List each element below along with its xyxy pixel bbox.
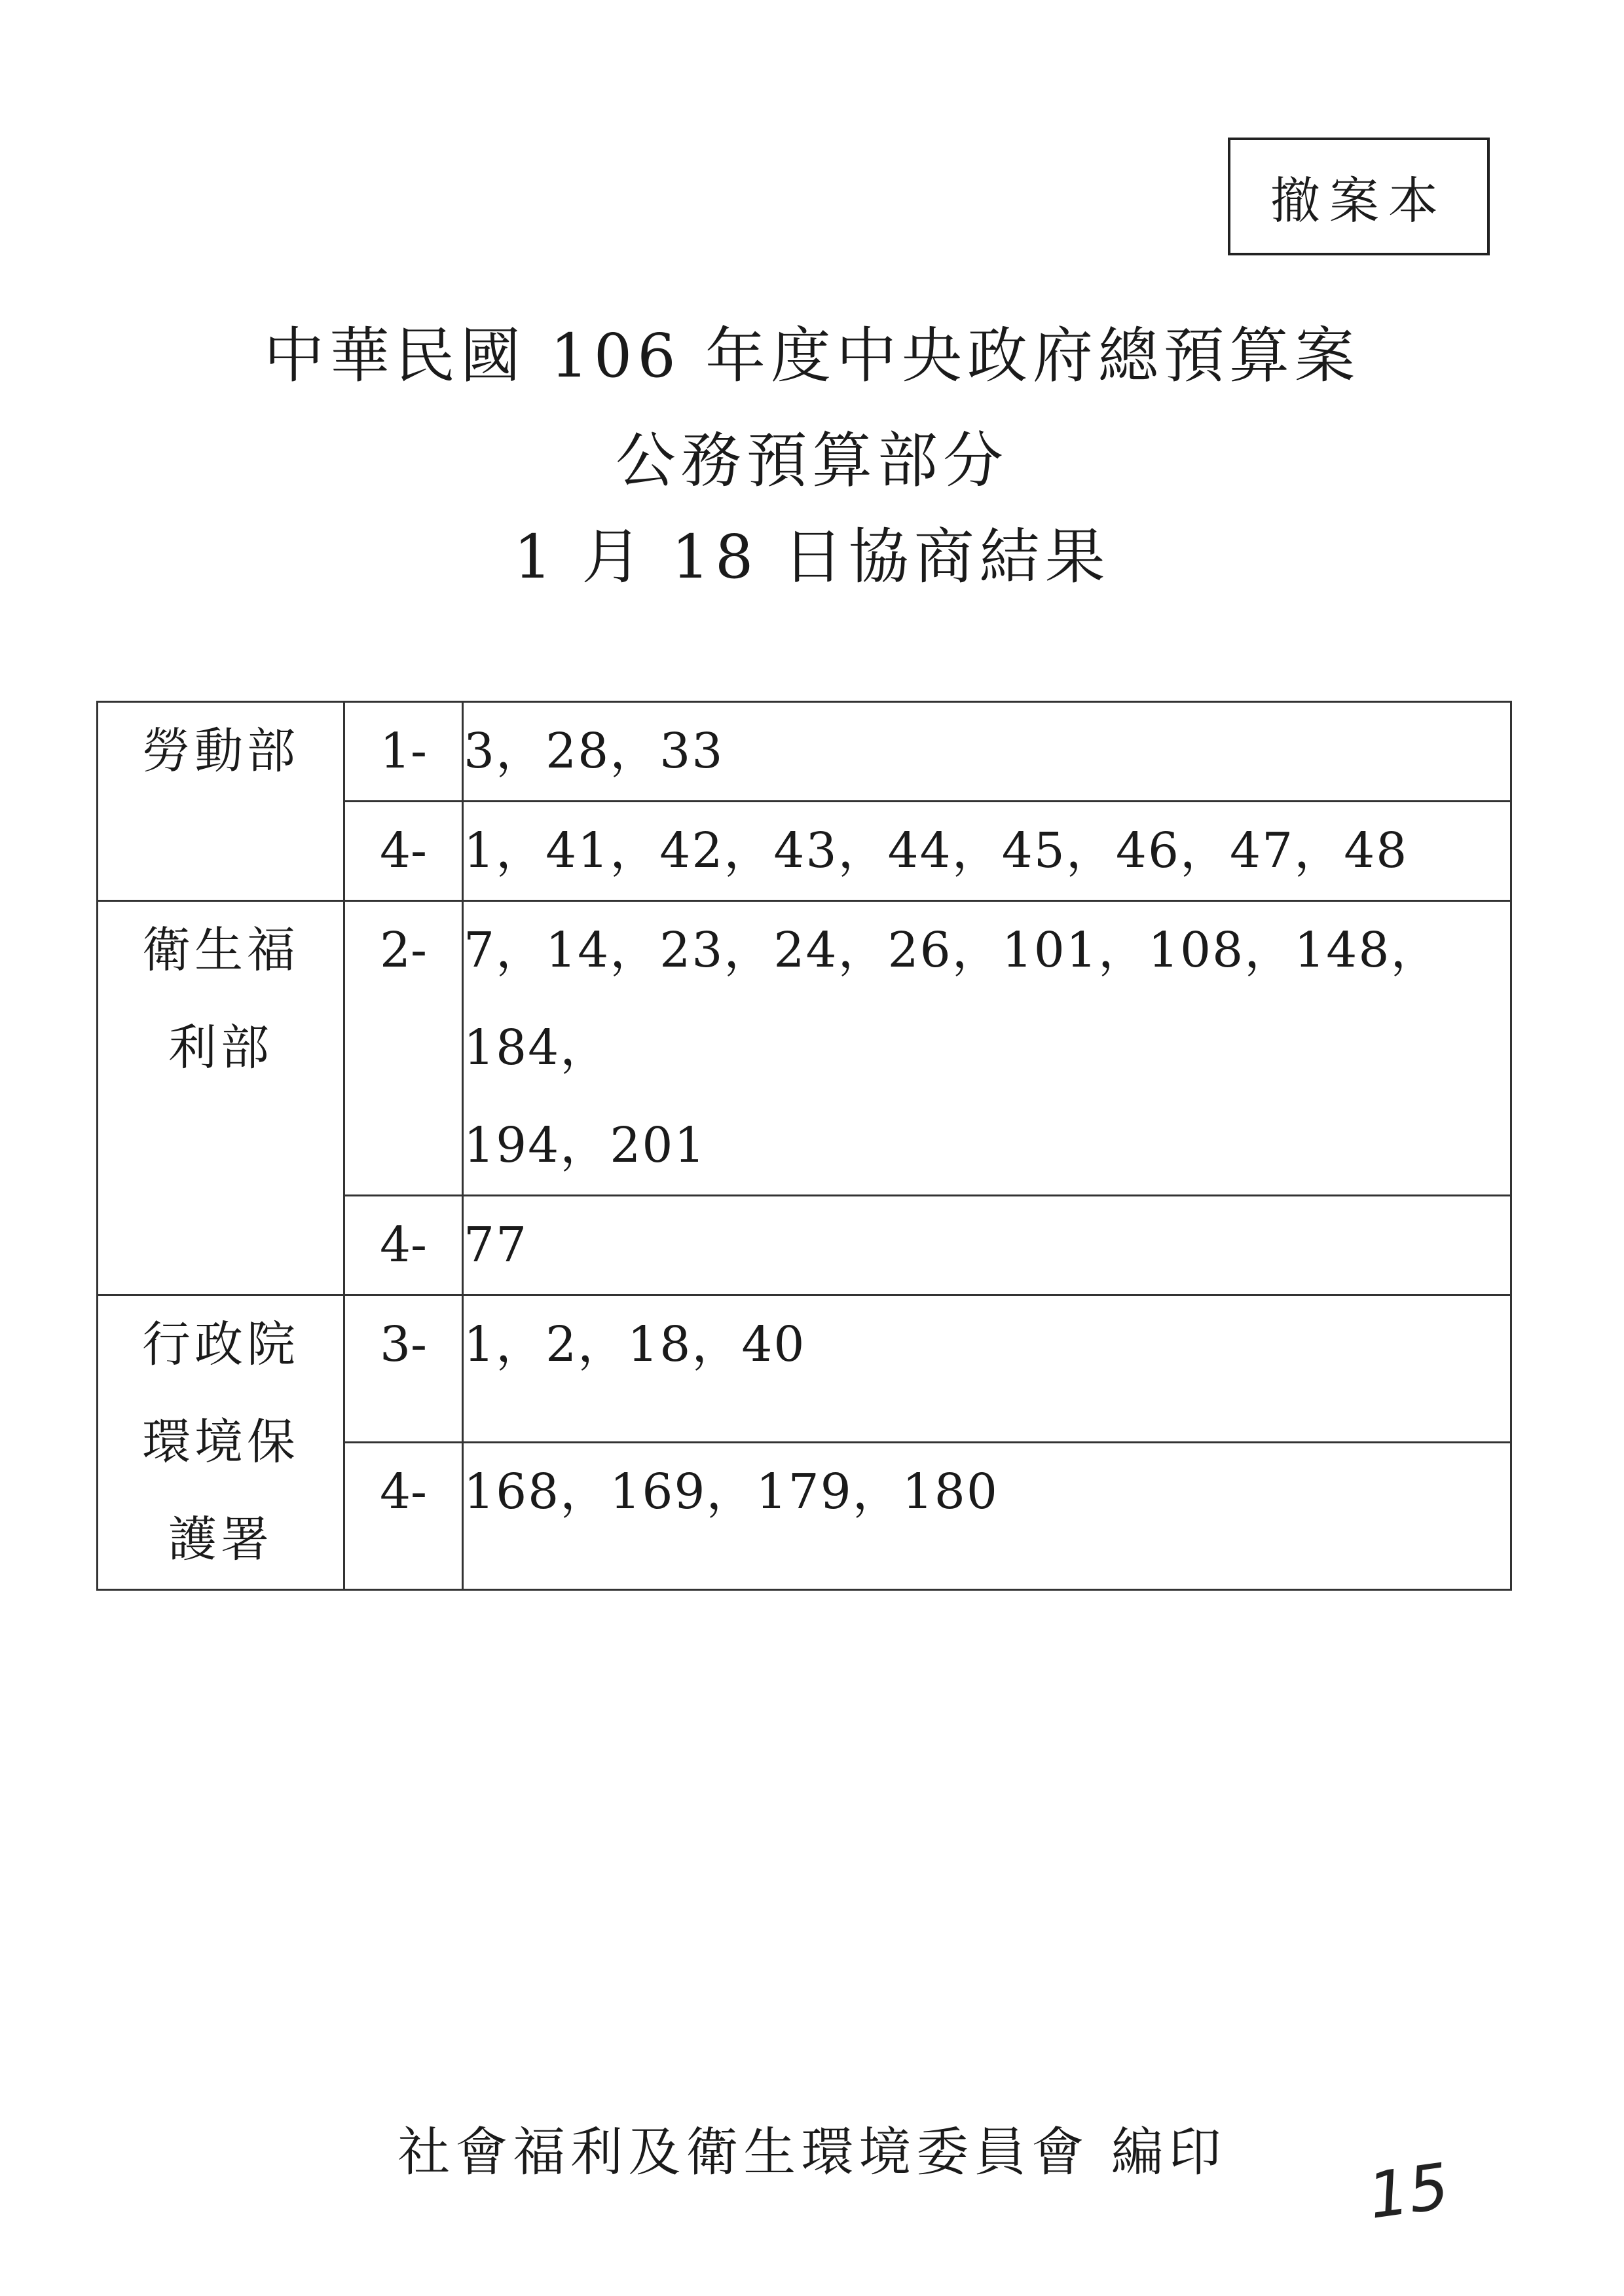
item-numbers-cell (463, 1443, 1511, 1590)
agency-cell (98, 702, 344, 901)
agency-name-line: 行政院 (142, 1316, 299, 1373)
section-number-cell: 3- (344, 1295, 463, 1443)
section-number-cell: 4- (344, 1443, 463, 1590)
negotiation-date-heading: 1 月 18 日協商結果 (513, 522, 1111, 592)
item-numbers-line: 1，2，18，40 (464, 1316, 806, 1373)
withdrawn-stamp: 撤案本 (1228, 138, 1490, 255)
item-numbers-cell (463, 1196, 1511, 1295)
document-subtitle: 公務預算部分 (615, 426, 1008, 496)
agency-name-line: 勞動部 (142, 723, 299, 779)
agency-name-line: 環境保 (142, 1414, 299, 1470)
item-numbers-line: 77 (464, 1217, 528, 1273)
table-row (98, 1295, 1511, 1443)
section-number-cell: 1- (344, 702, 463, 802)
agency-cell (98, 1295, 344, 1590)
item-numbers-cell (463, 1295, 1511, 1443)
section-number-cell: 4- (344, 802, 463, 901)
table-row (98, 702, 1511, 802)
budget-negotiation-table (96, 701, 1512, 1591)
agency-name-line: 衛生福 (142, 922, 299, 978)
item-numbers-cell (463, 802, 1511, 901)
agency-name-line: 護署 (168, 1511, 273, 1568)
item-numbers-line: 1，41，42，43，44，45，46，47，48 (464, 823, 1409, 879)
handwritten-page-number: 15 (1363, 2149, 1454, 2233)
item-numbers-line: 7，14，23，24，26，101，108，148，184， (464, 922, 1441, 1076)
table-row (98, 901, 1511, 1196)
item-numbers-line: 3，28，33 (464, 723, 724, 779)
item-numbers-cell (463, 702, 1511, 802)
agency-cell (98, 901, 344, 1295)
section-number-cell: 2- (344, 901, 463, 1196)
item-numbers-line: 194，201 (464, 1117, 707, 1174)
section-number-cell: 4- (344, 1196, 463, 1295)
publisher-footer: 社會福利及衛生環境委員會 編印 (397, 2122, 1227, 2183)
item-numbers-line: 168，169，179，180 (464, 1464, 999, 1520)
item-numbers-cell (463, 901, 1511, 1196)
document-title: 中華民國 106 年度中央政府總預算案 (263, 321, 1361, 391)
agency-name-line: 利部 (168, 1020, 273, 1076)
